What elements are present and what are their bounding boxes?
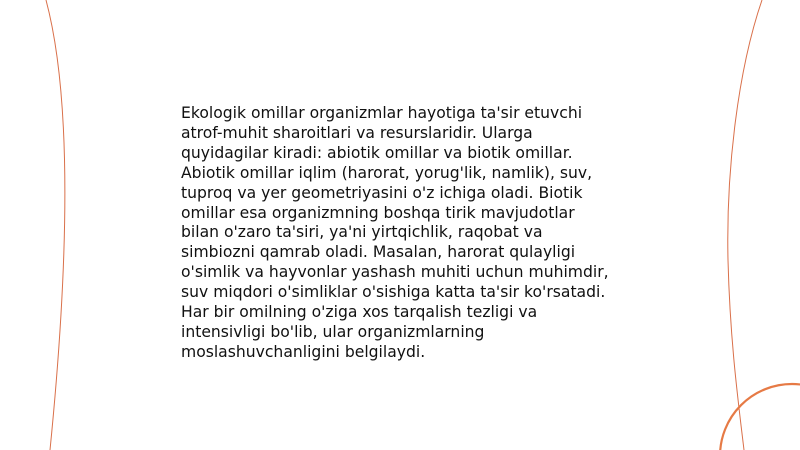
paragraph-line: omillar esa organizmning boshqa tirik mavjudotlar xyxy=(181,203,575,222)
paragraph-line: atrof-muhit sharoitlari va resurslaridir. Ularga xyxy=(181,123,533,142)
paragraph-line: Ekologik omillar organizmlar hayotiga ta'sir etuvchi xyxy=(181,104,583,122)
paragraph-line: Abiotik omillar iqlim (harorat, yorug'lik, namlik), suv, xyxy=(181,163,593,182)
bottom-right-circle xyxy=(720,384,800,450)
paragraph-line: tuproq va yer geometriyasini o'z ichiga oladi. Biotik xyxy=(181,183,583,202)
right-arc-line xyxy=(728,0,762,450)
paragraph-line: simbiozni qamrab oladi. Masalan, harorat qulayligi xyxy=(181,243,576,262)
paragraph-line: intensivligi bo'lib, ular organizmlarning xyxy=(181,322,485,341)
paragraph-line: moslashuvchanligini belgilaydi. xyxy=(181,342,426,361)
left-arc-line xyxy=(46,0,65,450)
paragraph-line: suv miqdori o'simliklar o'sishiga katta ta'sir ko'rsatadi. xyxy=(181,283,606,302)
paragraph-line: quyidagilar kiradi: abiotik omillar va biotik omillar. xyxy=(181,143,573,162)
body-paragraph xyxy=(181,104,633,363)
paragraph-line: bilan o'zaro ta'siri, ya'ni yirtqichlik, raqobat va xyxy=(181,223,543,242)
paragraph-line: o'simlik va hayvonlar yashash muhiti uchun muhimdir, xyxy=(181,263,609,282)
paragraph-line: Har bir omilning o'ziga xos tarqalish tezligi va xyxy=(181,303,538,322)
